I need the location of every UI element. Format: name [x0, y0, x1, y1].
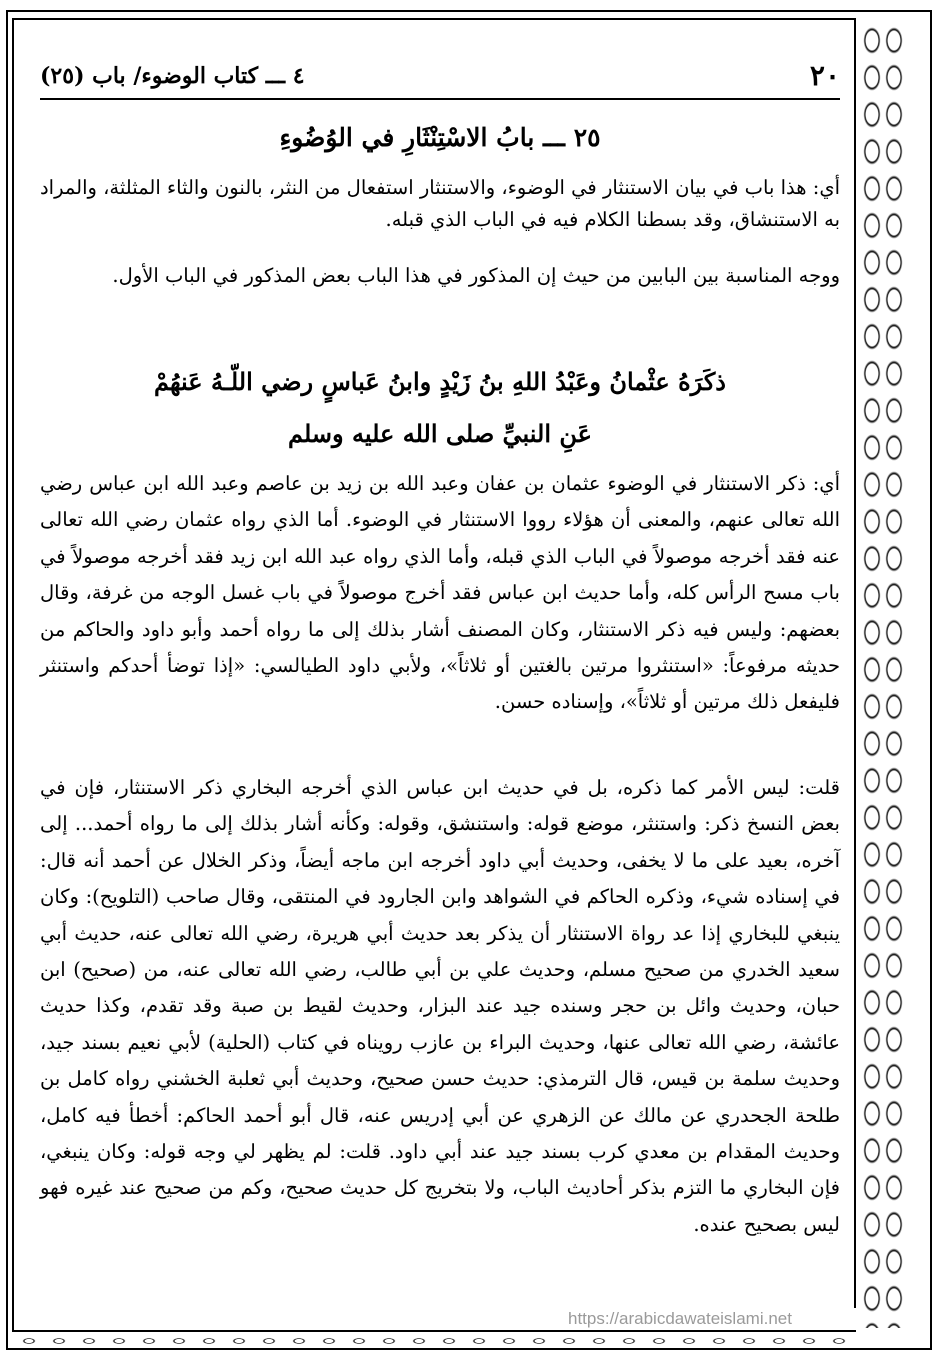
ornamental-border-bottom — [14, 1334, 854, 1348]
running-header — [40, 56, 840, 96]
hadith-heading-line-1: ذكَرَهُ عثْمانُ وعَبْدُ اللهِ بنُ زَيْدٍ وابنُ عَباسٍ رضي اللّـهُ عَنهُمْ — [154, 367, 726, 396]
ornamental-border-right — [862, 22, 924, 1328]
commentary-paragraph: أي: ذكر الاستنثار في الوضوء عثمان بن عفان وعبد الله بن زيد بن عاصم وعبد الله ابن عباس رضي الله تعالى عنهم، والمعنى أن هؤلاء رووا الاستنثار في الوضوء. أما الذي رواه عثمان رضي الله تعالى عنه فقد أخرجه موصولاً في الباب الذي قبله، وأما الذي رواه عبد الله ابن زيد فقد أخرجه موصولاً في باب مسح الرأس كله، وأما حديث ابن عباس فقد أخرج موصولاً في باب غسل الوجه من غرفة، وقال بعضهم: وليس فيه ذكر الاستنثار، وكان المصنف أشار بذلك إلى ما رواه أحمد وأبو داود والحاكم من حديثه مرفوعاً: «استنثروا مرتين بالغتين أو ثلاثاً»، ولأبي داود الطيالسي: «إذا توضأ أحدكم واستنثر فليفعل ذلك مرتين أو ثلاثاً»، وإسناده حسن. — [40, 472, 840, 714]
critique-paragraph: قلت: ليس الأمر كما ذكره، بل في حديث ابن عباس الذي أخرجه البخاري ذكر الاستنثار، فإن في بعض النسخ ذكر: واستنثر، موضع قوله: واستنشق، وقوله: وكأنه أشار بذلك إلى ما رواه أحمد... إلى آخره، بعيد على ما لا يخفى، وحديث أبي داود أخرجه ابن ماجه أيضاً، وذكر الخلال عن أحمد أنه قال: في إسناده شيء، وذكره الحاكم في الشواهد وابن الجارود في المنتقى، وقال صاحب (التلويح): وكان ينبغي للبخاري إذا عد رواة الاستنثار أن يذكر بعد حديث أبي هريرة، رضي الله تعالى عنه، حديث أبي سعيد الخدري من صحيح مسلم، وحديث علي بن أبي طالب، رضي الله تعالى عنه، من (صحيح) ابن حبان، وحديث وائل بن حجر وسنده جيد عند البزار، وحديث لقيط بن صبة وقد تقدم، وكذا حديث عائشة، رضي الله تعالى عنها، وحديث البراء بن عازب رويناه في كتاب (الحلية) لأبي نعيم بسند جيد، وحديث سلمة بن قيس، قال الترمذي: حديث حسن صحيح، وحديث أبي ثعلبة الخشني رواه كامل بن طلحة الجحدري عن مالك عن الزهري عن أبي إدريس عنه، قال أبو أحمد الحاكم: أخطأ فيه كامل، وحديث المقدام بن معدي كرب بسند جيد عند أبي داود. قلت: لم يظهر لي وجه قوله: وكان ينبغي، فإن البخاري ما التزم بذكر أحاديث الباب، ولا بتخريج كل حديث صحيح، وكم من صحيح عند غيره فهو ليس بصحيح عنده. — [40, 776, 840, 1236]
source-watermark: https://arabicdawateislami.net — [566, 1308, 858, 1330]
intro-paragraph: أي: هذا باب في بيان الاستنثار في الوضوء، والاستنثار استفعال من النثر، بالنون والثاء المثلثة، والمراد به الاستنشاق، وقد بسطنا الكلام فيه في الباب الذي قبله. — [40, 176, 840, 231]
relation-paragraph: ووجه المناسبة بين البابين من حيث إن المذكور في هذا الباب بعض المذكور في الباب الأول. — [112, 264, 840, 287]
hadith-heading-line-2: عَنِ النبيِّ صلى الله عليه وسلم — [288, 419, 592, 448]
chapter-title: ٢٥ ـــ بابُ الاسْتِنْثَارِ في الوُضُوءِ — [279, 123, 601, 152]
page-number: ٢٠ — [809, 59, 840, 92]
header-rule — [40, 98, 840, 100]
chapter-reference: ٤ ـــ كتاب الوضوء/ باب (٢٥) — [40, 63, 305, 89]
